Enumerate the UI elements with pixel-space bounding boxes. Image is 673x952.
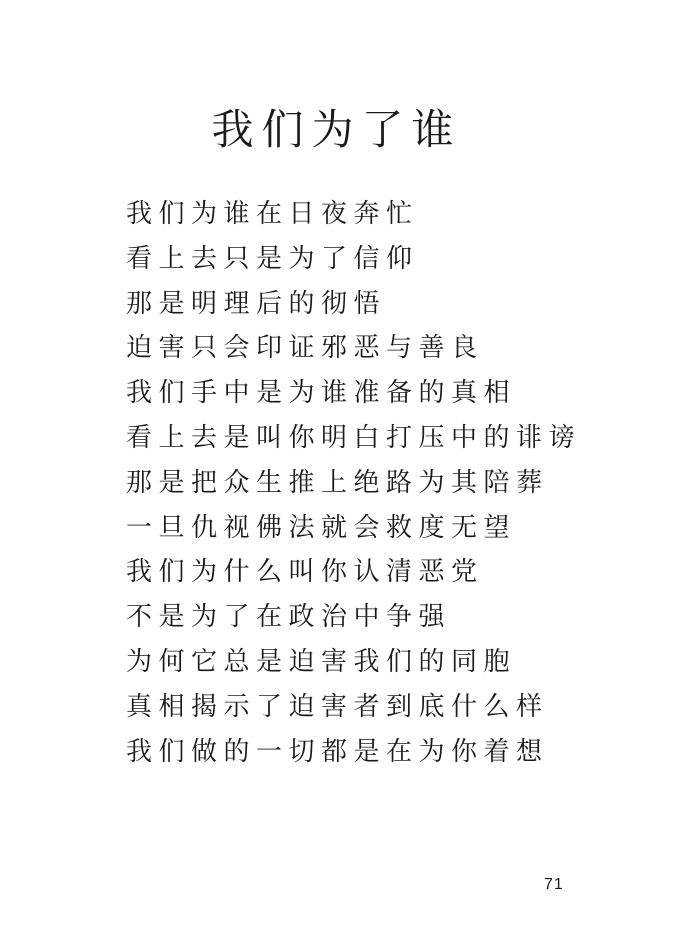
poem-line: 我们手中是为谁准备的真相: [126, 378, 517, 409]
poem-line: 我们做的一切都是在为你着想: [126, 736, 549, 767]
poem-line: 真相揭示了迫害者到底什么样: [126, 691, 549, 722]
poem-line: 为何它总是迫害我们的同胞: [126, 646, 517, 677]
poem-line: 那是把众生推上绝路为其陪葬: [126, 467, 549, 498]
poem-line: 一旦仇视佛法就会救度无望: [126, 512, 517, 543]
poem-line: 迫害只会印证邪恶与善良: [126, 333, 484, 364]
poem-line: 我们为谁在日夜奔忙: [126, 199, 419, 229]
poem-line: 看上去是叫你明白打压中的诽谤: [126, 422, 582, 453]
page-title: 我们为了谁: [211, 105, 462, 154]
poem-line: 看上去只是为了信仰: [126, 243, 419, 274]
poem-line: 不是为了在政治中争强: [126, 602, 452, 633]
poem-body: [126, 192, 581, 774]
page-number: 71: [544, 876, 564, 893]
poem-line: 我们为什么叫你认清恶党: [126, 557, 484, 588]
poem-line: 那是明理后的彻悟: [126, 288, 387, 319]
